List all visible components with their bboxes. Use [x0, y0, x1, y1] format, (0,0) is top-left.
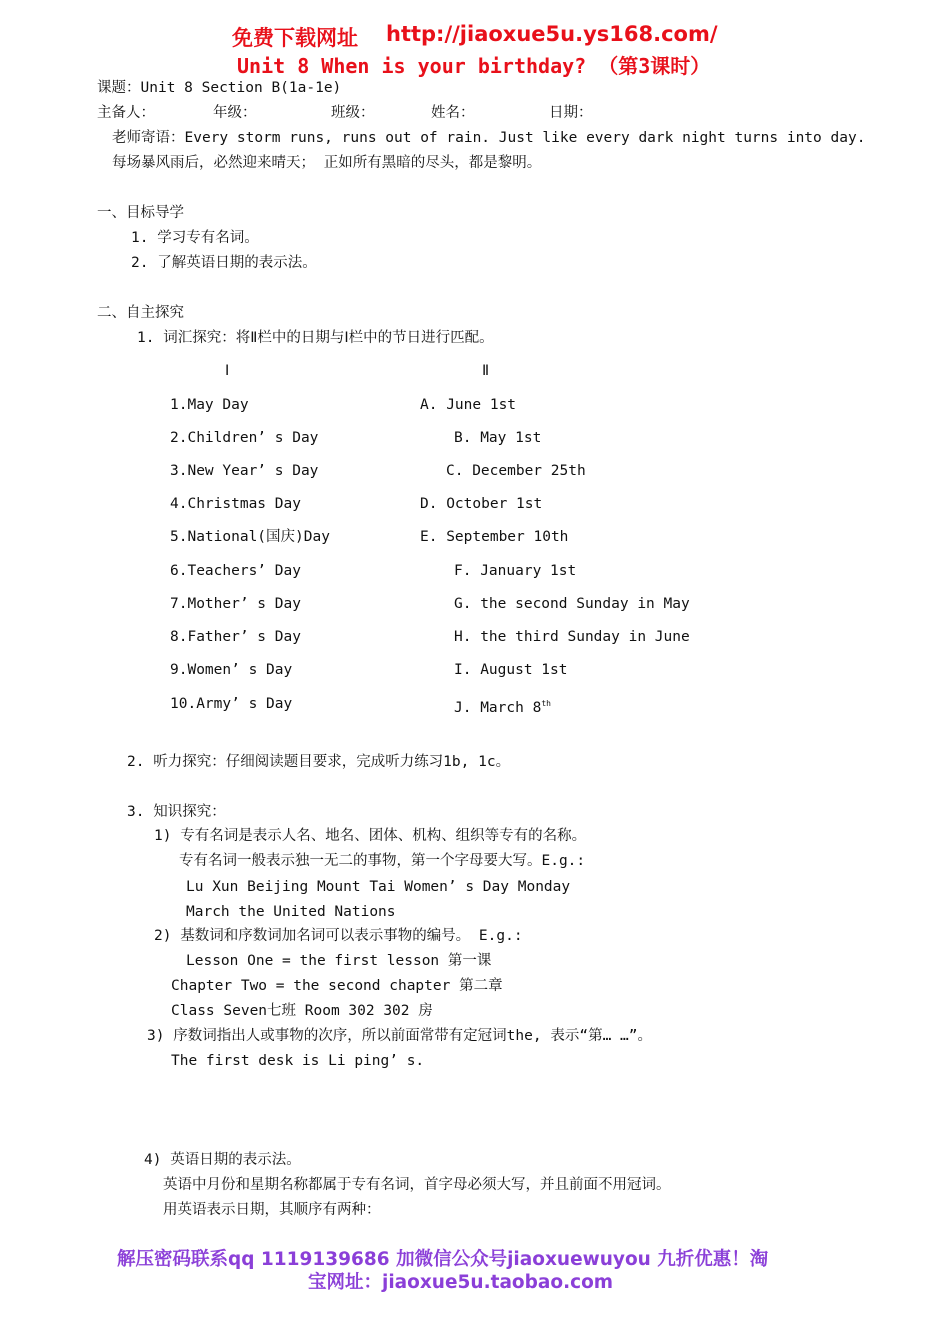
date-item: B. May 1st — [454, 430, 542, 446]
section1-item: 1. 学习专有名词。 — [131, 230, 259, 246]
question-2: 2. 听力探究：仔细阅读题目要求，完成听力练习1b, 1c。 — [127, 754, 511, 770]
date-item-text: J. March 8 — [454, 700, 542, 716]
field-date: 日期： — [549, 105, 593, 121]
knowledge-1-example: March the United Nations — [186, 904, 396, 920]
holiday-item: 6.Teachers’ Day — [170, 563, 301, 579]
motto-en: 老师寄语：Every storm runs, runs out of rain. Just like every dark night turns into day. — [112, 130, 866, 146]
field-name: 姓名： — [431, 105, 475, 121]
knowledge-2-example: Lesson One = the first lesson 第一课 — [186, 953, 492, 969]
holiday-item: 9.Women’ s Day — [170, 662, 293, 678]
header-label: 免费下载网址 — [232, 26, 358, 50]
knowledge-2-example: Class Seven七班 Room 302 302 房 — [171, 1003, 433, 1019]
holiday-item: 4.Christmas Day — [170, 496, 301, 512]
section1-title: 一、目标导学 — [97, 205, 184, 221]
holiday-item: 8.Father’ s Day — [170, 629, 301, 645]
header-url[interactable]: http://jiaoxue5u.ys168.com/ — [386, 22, 718, 46]
date-item: C. December 25th — [446, 463, 586, 479]
holiday-item: 5.National(国庆)Day — [170, 529, 330, 545]
field-grade: 年级： — [213, 105, 257, 121]
date-item: H. the third Sunday in June — [454, 629, 690, 645]
date-item: F. January 1st — [454, 563, 577, 579]
holiday-item: 3.New Year’ s Day — [170, 463, 319, 479]
date-item: D. October 1st — [420, 496, 543, 512]
knowledge-3-example: The first desk is Li ping’ s. — [171, 1053, 425, 1069]
holiday-item: 7.Mother’ s Day — [170, 596, 301, 612]
holiday-item: 10.Army’ s Day — [170, 696, 293, 712]
knowledge-1-detail: 专有名词一般表示独一无二的事物，第一个字母要大写。E.g.: — [179, 853, 586, 869]
date-item: E. September 10th — [420, 529, 569, 545]
holiday-item: 1.May Day — [170, 397, 249, 413]
knowledge-4-detail: 英语中月份和星期名称都属于专有名词，首字母必须大写，并且前面不用冠词。 — [163, 1177, 671, 1193]
knowledge-2: 2) 基数词和序数词加名词可以表示事物的编号。 E.g.: — [154, 928, 523, 944]
column-1-header: Ⅰ — [225, 363, 230, 379]
column-2-header: Ⅱ — [482, 363, 490, 379]
knowledge-1-example: Lu Xun Beijing Mount Tai Women’ s Day Monday — [186, 879, 571, 895]
field-preparer: 主备人： — [97, 105, 155, 121]
section1-item: 2. 了解英语日期的表示法。 — [131, 255, 317, 271]
footer-contact: 解压密码联系qq 1119139686 加微信公众号jiaoxuewuyou 九折优惠！淘 — [117, 1249, 769, 1270]
date-item: G. the second Sunday in May — [454, 596, 690, 612]
knowledge-4: 4) 英语日期的表示法。 — [144, 1152, 301, 1168]
date-item: A. June 1st — [420, 397, 517, 413]
knowledge-1: 1) 专有名词是表示人名、地名、团体、机构、组织等专有的名称。 — [154, 828, 587, 844]
date-item — [454, 695, 551, 717]
holiday-item: 2.Children’ s Day — [170, 430, 319, 446]
knowledge-2-example: Chapter Two = the second chapter 第二章 — [171, 978, 503, 994]
ordinal-suffix: th — [541, 699, 551, 708]
knowledge-4-detail: 用英语表示日期，其顺序有两种： — [163, 1202, 381, 1218]
date-item: I. August 1st — [454, 662, 568, 678]
page-title: Unit 8 When is your birthday? （第3课时） — [237, 54, 711, 78]
section2-title: 二、自主探究 — [97, 305, 184, 321]
question-1: 1. 词汇探究：将Ⅱ栏中的日期与Ⅰ栏中的节日进行匹配。 — [137, 330, 494, 346]
knowledge-3: 3) 序数词指出人或事物的次序，所以前面常带有定冠词the, 表示“第… …”。 — [147, 1028, 652, 1044]
question-3: 3. 知识探究： — [127, 804, 226, 820]
motto-cn: 每场暴风雨后，必然迎来晴天； 正如所有黑暗的尽头，都是黎明。 — [112, 155, 542, 171]
field-class: 班级： — [331, 105, 375, 121]
topic-line: 课题：Unit 8 Section B(1a-1e) — [97, 80, 342, 96]
footer-shop-url[interactable]: 宝网址：jiaoxue5u.taobao.com — [308, 1272, 614, 1293]
